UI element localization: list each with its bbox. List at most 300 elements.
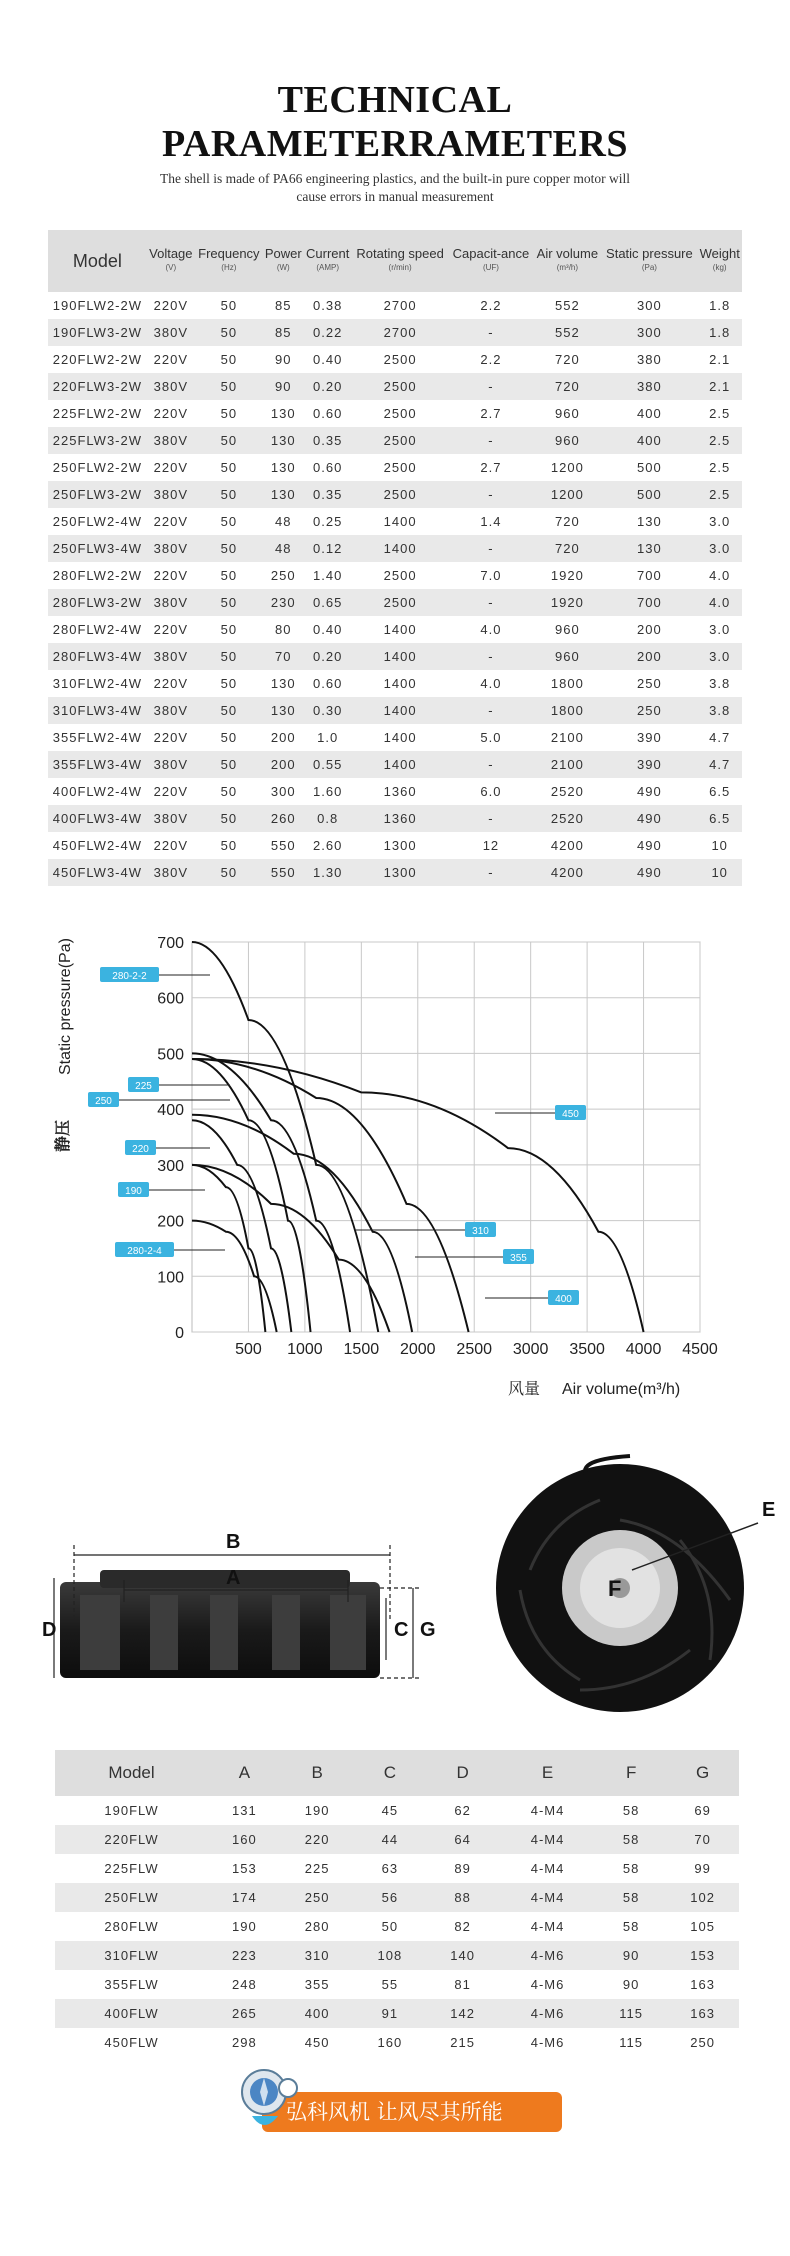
table-cell: 2520 <box>550 811 584 826</box>
table-row <box>48 724 742 751</box>
x-axis-label-cn: 风量 <box>508 1379 541 1398</box>
table-cell: 130 <box>270 676 296 691</box>
y-tick-label: 500 <box>157 1046 184 1064</box>
table-cell: 12 <box>482 838 500 853</box>
dim-col-1: A <box>238 1763 251 1782</box>
table-cell: 380V <box>153 757 189 772</box>
page-title-line2: PARAMETERRAMETERS <box>162 123 628 165</box>
table-cell: - <box>488 811 494 826</box>
table-cell: 130 <box>270 460 296 475</box>
table-row <box>55 1999 739 2028</box>
table-cell: 400FLW <box>104 2006 159 2021</box>
table-cell: 0.38 <box>313 298 343 313</box>
table-cell: 7.0 <box>480 568 502 583</box>
table-cell: 105 <box>690 1919 715 1934</box>
table-cell: 50 <box>220 352 238 367</box>
fan-top-ring <box>100 1570 350 1588</box>
table-cell: 0.20 <box>313 649 343 664</box>
table-cell: 69 <box>694 1803 711 1818</box>
table-row <box>48 616 742 643</box>
table-cell: 200 <box>270 730 296 745</box>
series-line-250 <box>192 1053 350 1332</box>
table-cell: 220FLW <box>104 1832 159 1847</box>
table-cell: 2.1 <box>709 379 731 394</box>
table-cell: 300 <box>637 325 662 340</box>
table-cell: 355FLW2-4W <box>52 730 143 745</box>
spec-col-6 <box>449 230 534 292</box>
table-cell: 4-M4 <box>530 1919 565 1934</box>
table-cell: 490 <box>637 865 662 880</box>
table-cell: 500 <box>637 487 662 502</box>
table-cell: 225FLW3-2W <box>52 433 143 448</box>
table-cell: 450 <box>304 2035 330 2050</box>
series-line-220 <box>192 1120 291 1332</box>
table-row <box>55 1941 739 1970</box>
table-cell: 70 <box>694 1832 711 1847</box>
table-cell: 280FLW2-4W <box>52 622 143 637</box>
series-line-355 <box>192 1115 412 1332</box>
table-cell: 1800 <box>550 676 584 691</box>
table-cell: 1400 <box>383 649 417 664</box>
spec-col-7 <box>533 230 601 292</box>
table-cell: 50 <box>220 730 238 745</box>
table-row <box>48 832 742 859</box>
table-cell: 58 <box>622 1861 640 1876</box>
table-cell: 380V <box>153 649 189 664</box>
table-cell: 4-M6 <box>530 1948 565 1963</box>
table-cell: 380V <box>153 811 189 826</box>
table-row <box>48 859 742 886</box>
table-cell: 250 <box>637 703 662 718</box>
table-cell: 50 <box>220 622 238 637</box>
table-cell: 4.0 <box>709 568 731 583</box>
table-row <box>48 670 742 697</box>
table-cell: 230 <box>270 595 296 610</box>
table-cell: 58 <box>622 1832 640 1847</box>
spec-col-unit: (r/min) <box>388 263 412 272</box>
dim-col-3: C <box>383 1763 397 1782</box>
table-cell: 4.0 <box>709 595 731 610</box>
table-cell: 4-M4 <box>530 1803 565 1818</box>
series-label-190: 190 <box>125 1186 142 1197</box>
subtitle-line2: cause errors in manual measurement <box>296 189 494 204</box>
table-cell: 250 <box>637 676 662 691</box>
table-cell: 250FLW2-2W <box>52 460 143 475</box>
table-cell: 85 <box>275 298 292 313</box>
table-cell: 50 <box>220 325 238 340</box>
table-row <box>55 1796 739 1825</box>
table-cell: 500 <box>637 460 662 475</box>
table-cell: 4-M6 <box>530 1977 565 1992</box>
table-cell: 200 <box>270 757 296 772</box>
table-cell: 200 <box>637 649 662 664</box>
table-cell: 550 <box>270 838 296 853</box>
spec-col-label: Model <box>72 251 122 271</box>
table-cell: 380V <box>153 865 189 880</box>
y-tick-label: 400 <box>157 1102 184 1120</box>
table-cell: 50 <box>220 460 238 475</box>
series-label-280-2-2: 280-2-2 <box>112 971 147 982</box>
table-cell: 50 <box>220 487 238 502</box>
spec-col-2 <box>195 230 263 292</box>
chart-labels <box>88 967 586 1305</box>
table-cell: 4-M6 <box>530 2035 565 2050</box>
table-cell: 50 <box>220 757 238 772</box>
table-cell: 89 <box>454 1861 471 1876</box>
table-cell: 220V <box>153 460 189 475</box>
table-cell: 390 <box>637 730 662 745</box>
table-cell: 220V <box>153 406 189 421</box>
table-cell: 6.0 <box>480 784 502 799</box>
series-label-225: 225 <box>135 1081 152 1092</box>
table-cell: 2500 <box>383 595 417 610</box>
table-cell: 720 <box>555 541 580 556</box>
table-cell: 4-M4 <box>530 1861 565 1876</box>
table-cell: 5.0 <box>480 730 502 745</box>
table-cell: 200 <box>637 622 662 637</box>
table-cell: 220FLW3-2W <box>52 379 143 394</box>
y-axis-label: Static pressure(Pa) <box>57 938 74 1075</box>
table-cell: 2.7 <box>480 460 502 475</box>
table-row <box>48 805 742 832</box>
table-row <box>48 454 742 481</box>
table-cell: 0.60 <box>313 676 343 691</box>
table-cell: 720 <box>555 379 580 394</box>
table-cell: 220V <box>153 838 189 853</box>
table-cell: 265 <box>232 2006 257 2021</box>
table-cell: 248 <box>232 1977 257 1992</box>
table-cell: 380V <box>153 541 189 556</box>
table-cell: 130 <box>637 514 662 529</box>
table-cell: 131 <box>232 1803 257 1818</box>
table-cell: 4.7 <box>709 730 731 745</box>
table-cell: 2500 <box>383 433 417 448</box>
table-cell: 280FLW3-4W <box>52 649 143 664</box>
table-cell: 490 <box>637 784 662 799</box>
table-cell: 3.0 <box>709 649 731 664</box>
table-cell: 142 <box>450 2006 475 2021</box>
table-cell: 44 <box>381 1832 399 1847</box>
table-cell: 380 <box>637 352 662 367</box>
series-label-280-2-4: 280-2-4 <box>127 1246 162 1257</box>
table-cell: - <box>488 595 494 610</box>
table-cell: 1300 <box>383 865 417 880</box>
table-cell: 0.40 <box>313 622 343 637</box>
table-cell: 190FLW2-2W <box>52 298 143 313</box>
table-cell: 400 <box>637 406 662 421</box>
table-cell: 260 <box>270 811 296 826</box>
table-cell: 310FLW2-4W <box>52 676 143 691</box>
page-title-line1: TECHNICAL <box>277 79 513 121</box>
table-cell: 490 <box>637 811 662 826</box>
table-cell: 380V <box>153 379 189 394</box>
table-cell: 2.2 <box>480 298 502 313</box>
table-cell: 1400 <box>383 730 417 745</box>
table-cell: 400FLW3-4W <box>52 811 143 826</box>
table-cell: 700 <box>637 568 662 583</box>
table-cell: 2.5 <box>709 433 731 448</box>
table-cell: 2100 <box>550 730 584 745</box>
table-cell: 1400 <box>383 676 417 691</box>
table-cell: 220V <box>153 514 189 529</box>
table-cell: 0.25 <box>313 514 343 529</box>
table-cell: 50 <box>220 865 238 880</box>
table-row <box>55 1825 739 1854</box>
table-cell: 55 <box>381 1977 399 1992</box>
table-cell: 700 <box>637 595 662 610</box>
table-row <box>48 535 742 562</box>
table-cell: 1800 <box>550 703 584 718</box>
table-cell: 2.5 <box>709 460 731 475</box>
table-cell: - <box>488 325 494 340</box>
spec-table <box>48 230 742 886</box>
table-cell: 62 <box>454 1803 471 1818</box>
y-tick-label: 0 <box>175 1325 184 1342</box>
table-cell: 58 <box>622 1890 640 1905</box>
table-cell: 190 <box>232 1919 257 1934</box>
dim-col-5: E <box>541 1763 554 1782</box>
y-tick-label: 700 <box>157 935 184 952</box>
table-cell: 280FLW3-2W <box>52 595 143 610</box>
table-cell: 4-M4 <box>530 1832 565 1847</box>
x-tick-label: 2000 <box>399 1341 436 1358</box>
table-cell: 174 <box>232 1890 257 1905</box>
table-cell: 3.0 <box>709 541 731 556</box>
spec-col-unit: (Pa) <box>641 263 657 272</box>
table-cell: 220V <box>153 676 189 691</box>
table-cell: 50 <box>220 649 238 664</box>
table-cell: 1.8 <box>709 325 731 340</box>
table-cell: 1.0 <box>317 730 339 745</box>
table-cell: 90 <box>622 1948 640 1963</box>
table-cell: 91 <box>381 2006 399 2021</box>
table-cell: 960 <box>555 622 580 637</box>
label-a: A <box>226 1567 241 1589</box>
table-cell: 0.20 <box>313 379 343 394</box>
table-cell: 190FLW3-2W <box>52 325 143 340</box>
table-cell: 250 <box>304 1890 330 1905</box>
table-cell: 50 <box>220 595 238 610</box>
table-cell: 720 <box>555 514 580 529</box>
table-cell: 50 <box>220 406 238 421</box>
table-cell: 2.5 <box>709 487 731 502</box>
table-cell: 50 <box>381 1919 399 1934</box>
spec-col-4 <box>304 230 352 292</box>
table-cell: 70 <box>275 649 292 664</box>
table-cell: 2.7 <box>480 406 502 421</box>
x-axis-label: Air volume(m³/h) <box>562 1381 681 1398</box>
spec-table-header <box>48 230 742 292</box>
table-cell: 250FLW2-4W <box>52 514 143 529</box>
table-cell: - <box>488 541 494 556</box>
table-cell: 552 <box>555 298 580 313</box>
table-row <box>55 1912 739 1941</box>
table-cell: 380V <box>153 595 189 610</box>
spec-col-8 <box>601 230 697 292</box>
table-cell: 190 <box>304 1803 330 1818</box>
spec-col-label: Capacit-ance <box>452 246 530 261</box>
spec-col-label: Rotating speed <box>356 246 444 261</box>
spec-col-label: Weight <box>699 246 740 261</box>
table-cell: 50 <box>220 298 238 313</box>
table-cell: 90 <box>275 379 292 394</box>
table-cell: 130 <box>270 487 296 502</box>
performance-chart <box>0 920 790 1410</box>
mascot-icon <box>238 2066 302 2136</box>
table-cell: 220V <box>153 568 189 583</box>
table-cell: 355FLW <box>104 1977 159 1992</box>
table-cell: 0.35 <box>313 487 343 502</box>
table-cell: 225 <box>304 1861 330 1876</box>
table-cell: 280 <box>304 1919 330 1934</box>
table-cell: - <box>488 865 494 880</box>
table-cell: 3.8 <box>709 676 731 691</box>
table-cell: 0.60 <box>313 460 343 475</box>
table-cell: 10 <box>711 865 728 880</box>
spec-col-unit: (AMP) <box>316 263 340 272</box>
table-row <box>48 643 742 670</box>
table-cell: 2700 <box>383 298 417 313</box>
spec-col-unit: (Hz) <box>221 263 237 272</box>
y-tick-label: 200 <box>157 1213 184 1231</box>
dimension-table <box>55 1750 739 2057</box>
table-cell: 220 <box>304 1832 330 1847</box>
table-cell: 1400 <box>383 514 417 529</box>
table-cell: 190FLW <box>104 1803 159 1818</box>
table-cell: 153 <box>232 1861 257 1876</box>
table-cell: 50 <box>220 379 238 394</box>
table-cell: 1200 <box>550 487 584 502</box>
table-cell: 355FLW3-4W <box>52 757 143 772</box>
table-cell: 1360 <box>383 811 417 826</box>
x-tick-label: 3000 <box>512 1341 549 1358</box>
table-cell: 2500 <box>383 352 417 367</box>
table-cell: 250FLW <box>104 1890 159 1905</box>
table-cell: 280FLW <box>104 1919 159 1934</box>
table-cell: 0.30 <box>313 703 343 718</box>
table-cell: 4200 <box>550 865 584 880</box>
table-cell: 108 <box>377 1948 403 1963</box>
table-row <box>48 292 742 319</box>
table-cell: 130 <box>270 406 296 421</box>
table-cell: 4.7 <box>709 757 731 772</box>
table-cell: 280FLW2-2W <box>52 568 143 583</box>
series-label-355: 355 <box>510 1253 527 1264</box>
table-cell: 250FLW3-4W <box>52 541 143 556</box>
table-cell: 130 <box>270 703 296 718</box>
table-cell: 130 <box>637 541 662 556</box>
table-cell: 58 <box>622 1919 640 1934</box>
table-cell: 58 <box>622 1803 640 1818</box>
spec-col-unit: (UF) <box>482 263 499 272</box>
table-cell: 90 <box>622 1977 640 1992</box>
x-tick-label: 4500 <box>682 1341 718 1358</box>
table-cell: 298 <box>232 2035 257 2050</box>
table-cell: 64 <box>454 1832 471 1847</box>
table-row <box>48 346 742 373</box>
table-cell: 0.55 <box>313 757 343 772</box>
table-cell: 2.5 <box>709 406 731 421</box>
table-cell: 960 <box>555 406 580 421</box>
table-cell: 4.0 <box>480 622 502 637</box>
table-cell: 450FLW <box>104 2035 159 2050</box>
table-cell: 163 <box>690 2006 715 2021</box>
table-cell: 380V <box>153 325 189 340</box>
table-cell: 2100 <box>550 757 584 772</box>
table-cell: 2500 <box>383 487 417 502</box>
x-tick-label: 1500 <box>343 1341 380 1358</box>
table-cell: - <box>488 433 494 448</box>
table-cell: 50 <box>220 568 238 583</box>
table-cell: 99 <box>694 1861 711 1876</box>
table-cell: 1200 <box>550 460 584 475</box>
fan-front-view <box>490 1460 790 1720</box>
table-cell: 163 <box>690 1977 715 1992</box>
table-cell: 310 <box>304 1948 330 1963</box>
table-cell: - <box>488 649 494 664</box>
dim-table-header <box>55 1750 739 1796</box>
table-cell: 85 <box>275 325 292 340</box>
table-cell: 1.40 <box>313 568 343 583</box>
table-cell: 6.5 <box>709 811 731 826</box>
table-cell: 380 <box>637 379 662 394</box>
series-label-310: 310 <box>472 1226 489 1237</box>
table-cell: 1400 <box>383 541 417 556</box>
table-cell: 0.40 <box>313 352 343 367</box>
table-cell: 450FLW2-4W <box>52 838 143 853</box>
table-row <box>48 751 742 778</box>
table-cell: 300 <box>637 298 662 313</box>
table-cell: 0.65 <box>313 595 343 610</box>
table-cell: 48 <box>275 541 292 556</box>
table-cell: 250 <box>690 2035 715 2050</box>
table-cell: 6.5 <box>709 784 731 799</box>
spec-col-3 <box>263 230 304 292</box>
label-b: B <box>226 1531 241 1553</box>
table-cell: 80 <box>275 622 292 637</box>
table-cell: 2500 <box>383 568 417 583</box>
dim-col-2: B <box>311 1763 323 1782</box>
spec-col-label: Current <box>306 246 350 261</box>
y-tick-label: 300 <box>157 1157 184 1175</box>
spec-col-0 <box>48 230 147 292</box>
spec-col-unit: (W) <box>276 263 290 272</box>
table-cell: 550 <box>270 865 296 880</box>
table-cell: 50 <box>220 541 238 556</box>
table-cell: 2500 <box>383 460 417 475</box>
table-cell: 380V <box>153 703 189 718</box>
table-cell: 50 <box>220 811 238 826</box>
table-cell: 81 <box>454 1977 471 1992</box>
table-cell: 400 <box>637 433 662 448</box>
table-cell: 3.0 <box>709 622 731 637</box>
table-row <box>55 2028 739 2057</box>
table-row <box>48 508 742 535</box>
table-cell: 2500 <box>383 379 417 394</box>
table-cell: 960 <box>555 433 580 448</box>
table-cell: 1920 <box>550 568 584 583</box>
table-row <box>48 589 742 616</box>
table-cell: 115 <box>619 2006 644 2021</box>
label-c: C <box>394 1619 409 1641</box>
spec-col-label: Power <box>264 246 302 261</box>
table-cell: 400FLW2-4W <box>52 784 143 799</box>
x-tick-label: 1000 <box>287 1341 323 1358</box>
table-cell: 56 <box>381 1890 399 1905</box>
table-cell: 490 <box>637 838 662 853</box>
table-row <box>48 373 742 400</box>
table-cell: 0.22 <box>313 325 343 340</box>
